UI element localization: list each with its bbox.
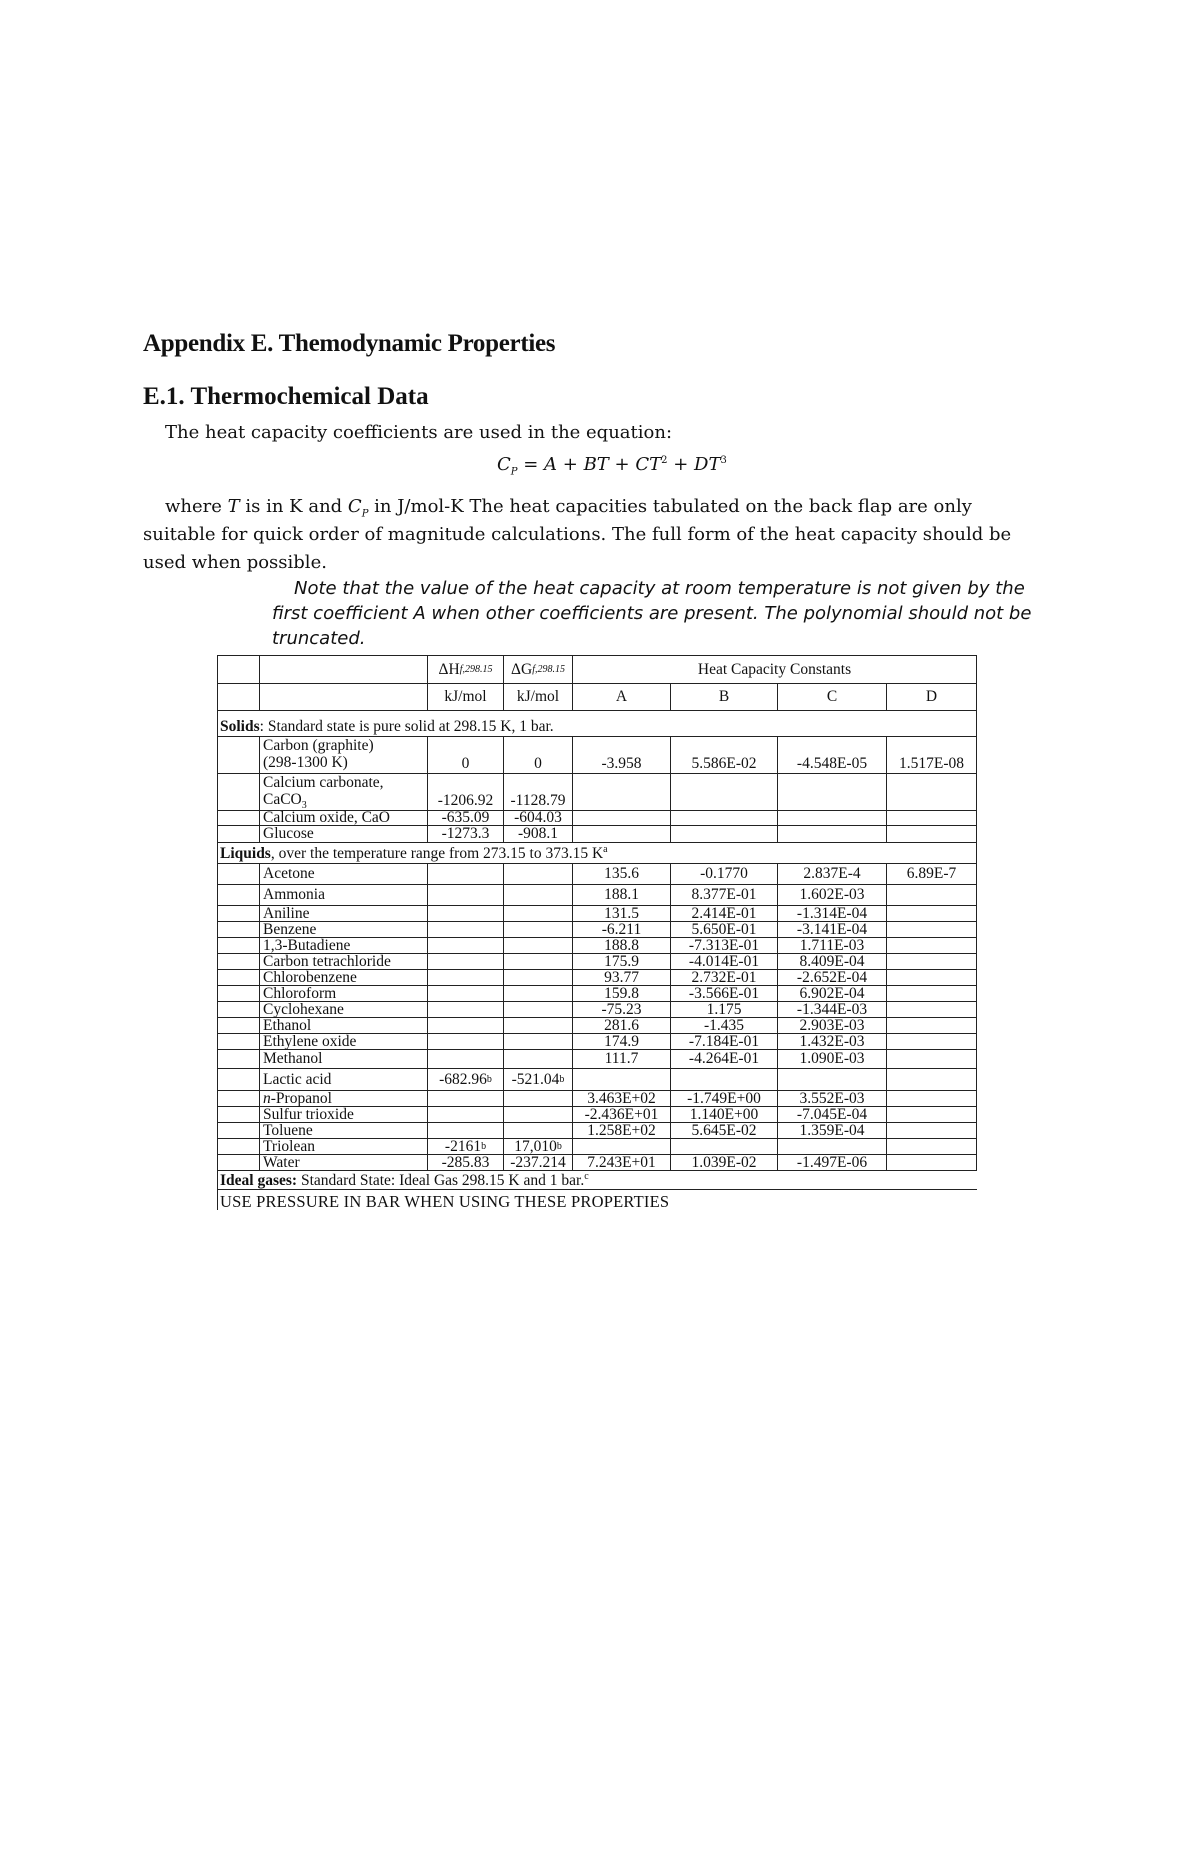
- value-dh: [428, 885, 504, 905]
- value-dh: -1206.92: [428, 774, 504, 810]
- compound-name: Calcium carbonate, CaCO$_3$: [260, 774, 428, 810]
- value-dg: -521.04 b: [504, 1069, 573, 1090]
- value-d: [887, 1034, 977, 1049]
- value-d: [887, 1139, 977, 1154]
- value-d: [887, 1002, 977, 1017]
- header-a: A: [573, 684, 671, 710]
- value-dh: [428, 1050, 504, 1068]
- value-b: -7.184E-01: [671, 1034, 778, 1049]
- value-c: -4.548E-05: [778, 737, 887, 773]
- value-b: 1.175: [671, 1002, 778, 1017]
- value-b: 5.650E-01: [671, 922, 778, 937]
- units-paragraph: where T is in K and $C_P$ in J/mol-K The heat capacities tabulated on the back flap are only suitable for quick order of magnitude calculations. The full form of the heat capacity should be used when possible.: [143, 496, 1012, 573]
- liquid-row: [217, 954, 977, 970]
- value-dh: [428, 938, 504, 953]
- section-heading: E.1. Thermochemical Data: [143, 383, 429, 410]
- value-c: -1.344E-03: [778, 1002, 887, 1017]
- value-d: [887, 1107, 977, 1122]
- value-d: [887, 986, 977, 1001]
- value-dg: [504, 938, 573, 953]
- value-a: [573, 774, 671, 810]
- blank-cell: [217, 737, 260, 773]
- header-blank-cell: [260, 684, 428, 710]
- value-a: -3.958: [573, 737, 671, 773]
- blank-cell: [217, 970, 260, 985]
- value-dg: [504, 906, 573, 921]
- header-blank-cell: [217, 684, 260, 710]
- compound-name: Ethanol: [260, 1018, 428, 1033]
- value-dh: [428, 1018, 504, 1033]
- value-d: [887, 1091, 977, 1106]
- value-d: [887, 1155, 977, 1170]
- value-a: 93.77: [573, 970, 671, 985]
- liquid-row: [217, 1069, 977, 1091]
- value-dh: [428, 1034, 504, 1049]
- value-c: 1.602E-03: [778, 885, 887, 905]
- value-d: [887, 1050, 977, 1068]
- value-a: 159.8: [573, 986, 671, 1001]
- value-dh: [428, 954, 504, 969]
- value-b: 8.377E-01: [671, 885, 778, 905]
- value-c: 2.903E-03: [778, 1018, 887, 1033]
- value-a: -75.23: [573, 1002, 671, 1017]
- value-b: -7.313E-01: [671, 938, 778, 953]
- value-c: 1.090E-03: [778, 1050, 887, 1068]
- table-left-border: [217, 655, 218, 1210]
- value-c: 1.432E-03: [778, 1034, 887, 1049]
- header-row-2: [217, 683, 977, 711]
- value-c: 6.902E-04: [778, 986, 887, 1001]
- value-b: 2.414E-01: [671, 906, 778, 921]
- intro-text: The heat capacity coefficients are used in the equation:: [165, 422, 673, 443]
- compound-name: Carbon (graphite) (298-1300 K): [260, 737, 428, 773]
- value-a: 175.9: [573, 954, 671, 969]
- thermochemical-table: [217, 655, 977, 1210]
- value-dh: [428, 1091, 504, 1106]
- compound-name: Toluene: [260, 1123, 428, 1138]
- value-c: -1.497E-06: [778, 1155, 887, 1170]
- liquid-row: [217, 1139, 977, 1155]
- value-a: [573, 826, 671, 842]
- value-a: 135.6: [573, 864, 671, 884]
- value-dh: [428, 906, 504, 921]
- blank-cell: [217, 922, 260, 937]
- value-b: -0.1770: [671, 864, 778, 884]
- liquid-row: [217, 986, 977, 1002]
- value-b: [671, 774, 778, 810]
- value-a: 131.5: [573, 906, 671, 921]
- value-c: -1.314E-04: [778, 906, 887, 921]
- value-c: 8.409E-04: [778, 954, 887, 969]
- blank-cell: [217, 906, 260, 921]
- liquids-section-row: Liquids, over the temperature range from 273.15 to 373.15 $K^a$: [217, 843, 977, 864]
- value-dg: [504, 1034, 573, 1049]
- header-d: D: [887, 684, 977, 710]
- value-dg: -908.1: [504, 826, 573, 842]
- value-dh: -2161 b: [428, 1139, 504, 1154]
- value-dg: 0: [504, 737, 573, 773]
- value-dh: [428, 986, 504, 1001]
- compound-name: Sulfur trioxide: [260, 1107, 428, 1122]
- blank-cell: [217, 986, 260, 1001]
- value-b: 1.140E+00: [671, 1107, 778, 1122]
- value-a: -2.436E+01: [573, 1107, 671, 1122]
- compound-name: Triolean: [260, 1139, 428, 1154]
- value-b: -4.014E-01: [671, 954, 778, 969]
- liquid-row: [217, 1034, 977, 1050]
- value-c: 3.552E-03: [778, 1091, 887, 1106]
- value-dh: [428, 922, 504, 937]
- value-b: 5.645E-02: [671, 1123, 778, 1138]
- value-dh: [428, 1107, 504, 1122]
- header-heat-capacity-constants: Heat Capacity Constants: [573, 656, 977, 683]
- value-a: 3.463E+02: [573, 1091, 671, 1106]
- value-dg: [504, 970, 573, 985]
- value-c: -2.652E-04: [778, 970, 887, 985]
- value-dg: [504, 1123, 573, 1138]
- header-unit-dg: kJ/mol: [504, 684, 573, 710]
- solids-section-row: Solids: Standard state is pure solid at 298.15 K, 1 bar.: [217, 715, 977, 737]
- value-d: [887, 938, 977, 953]
- value-b: [671, 811, 778, 825]
- value-b: [671, 1069, 778, 1090]
- blank-cell: [217, 1050, 260, 1068]
- value-b: -1.749E+00: [671, 1091, 778, 1106]
- value-dg: [504, 1091, 573, 1106]
- value-d: [887, 811, 977, 825]
- blank-cell: [217, 774, 260, 810]
- blank-cell: [217, 885, 260, 905]
- value-dg: [504, 986, 573, 1001]
- value-b: -1.435: [671, 1018, 778, 1033]
- value-dh: -285.83: [428, 1155, 504, 1170]
- liquid-row: [217, 1050, 977, 1069]
- blank-cell: [217, 1069, 260, 1090]
- liquid-row: [217, 970, 977, 986]
- compound-name: Acetone: [260, 864, 428, 884]
- value-b: [671, 1139, 778, 1154]
- value-dh: 0: [428, 737, 504, 773]
- compound-name: Methanol: [260, 1050, 428, 1068]
- value-a: [573, 811, 671, 825]
- compound-name: Water: [260, 1155, 428, 1170]
- value-dg: -604.03: [504, 811, 573, 825]
- value-a: 188.8: [573, 938, 671, 953]
- liquid-row: [217, 1091, 977, 1107]
- liquid-row: [217, 1018, 977, 1034]
- blank-cell: [217, 938, 260, 953]
- value-d: [887, 1069, 977, 1090]
- value-d: [887, 826, 977, 842]
- blank-cell: [217, 864, 260, 884]
- blank-cell: [217, 1091, 260, 1106]
- value-a: [573, 1069, 671, 1090]
- compound-name: n -Propanol: [260, 1091, 428, 1106]
- value-c: [778, 811, 887, 825]
- value-a: 1.258E+02: [573, 1123, 671, 1138]
- value-dh: -635.09: [428, 811, 504, 825]
- pressure-footer-row: USE PRESSURE IN BAR WHEN USING THESE PROPERTIES: [220, 1192, 670, 1211]
- header-b: B: [671, 684, 778, 710]
- solid-row: [217, 737, 977, 774]
- liquid-row: [217, 885, 977, 906]
- value-dg: -237.214: [504, 1155, 573, 1170]
- value-c: [778, 826, 887, 842]
- blank-cell: [217, 954, 260, 969]
- value-dg: [504, 864, 573, 884]
- value-dh: -682.96 b: [428, 1069, 504, 1090]
- liquid-row: [217, 906, 977, 922]
- compound-name: Glucose: [260, 826, 428, 842]
- heat-capacity-equation: $C_P = A$ + BT + $CT^2 + DT^3$: [497, 454, 727, 478]
- header-unit-dh: kJ/mol: [428, 684, 504, 710]
- value-d: [887, 922, 977, 937]
- compound-name: Benzene: [260, 922, 428, 937]
- value-dh: [428, 864, 504, 884]
- value-b: -4.264E-01: [671, 1050, 778, 1068]
- value-dg: [504, 922, 573, 937]
- header-dh: ΔH f,298.15: [428, 656, 504, 683]
- value-d: [887, 906, 977, 921]
- header-row-1: [217, 655, 977, 683]
- value-dg: [504, 885, 573, 905]
- value-b: 2.732E-01: [671, 970, 778, 985]
- header-blank-cell: [260, 656, 428, 683]
- liquid-row: [217, 938, 977, 954]
- value-dh: [428, 1002, 504, 1017]
- value-dg: [504, 1050, 573, 1068]
- value-c: [778, 1069, 887, 1090]
- value-d: 6.89E-7: [887, 864, 977, 884]
- blank-cell: [217, 811, 260, 825]
- value-c: 2.837E-4: [778, 864, 887, 884]
- value-b: 1.039E-02: [671, 1155, 778, 1170]
- header-c: C: [778, 684, 887, 710]
- value-dg: [504, 1018, 573, 1033]
- value-dg: [504, 1002, 573, 1017]
- value-a: 7.243E+01: [573, 1155, 671, 1170]
- value-a: 174.9: [573, 1034, 671, 1049]
- value-a: -6.211: [573, 922, 671, 937]
- value-d: 1.517E-08: [887, 737, 977, 773]
- value-dg: 17,010 b: [504, 1139, 573, 1154]
- compound-name: Ethylene oxide: [260, 1034, 428, 1049]
- blank-cell: [217, 1018, 260, 1033]
- compound-name: Aniline: [260, 906, 428, 921]
- value-dg: [504, 1107, 573, 1122]
- appendix-heading: Appendix E. Themodynamic Properties: [143, 330, 556, 357]
- value-b: [671, 826, 778, 842]
- value-c: [778, 1139, 887, 1154]
- value-a: 111.7: [573, 1050, 671, 1068]
- solid-row: [217, 774, 977, 811]
- value-dh: [428, 1123, 504, 1138]
- value-b: 5.586E-02: [671, 737, 778, 773]
- blank-cell: [217, 826, 260, 842]
- compound-name: 1,3-Butadiene: [260, 938, 428, 953]
- liquid-row: [217, 1155, 977, 1171]
- solid-row: [217, 826, 977, 843]
- value-d: [887, 1018, 977, 1033]
- compound-name: Chlorobenzene: [260, 970, 428, 985]
- value-d: [887, 774, 977, 810]
- value-a: 188.1: [573, 885, 671, 905]
- compound-name: Chloroform: [260, 986, 428, 1001]
- blank-cell: [217, 1139, 260, 1154]
- compound-name: Calcium oxide, CaO: [260, 811, 428, 825]
- value-d: [887, 954, 977, 969]
- gases-section-row: Ideal gases: Standard State: Ideal Gas 298.15 K and 1 bar.$^c$: [217, 1171, 977, 1190]
- value-dg: [504, 954, 573, 969]
- compound-name: Cyclohexane: [260, 1002, 428, 1017]
- value-a: [573, 1139, 671, 1154]
- blank-cell: [217, 1002, 260, 1017]
- compound-name: Lactic acid: [260, 1069, 428, 1090]
- header-dg: ΔG f,298.15: [504, 656, 573, 683]
- value-dh: -1273.3: [428, 826, 504, 842]
- header-blank-cell: [217, 656, 260, 683]
- value-c: -3.141E-04: [778, 922, 887, 937]
- blank-cell: [217, 1123, 260, 1138]
- value-d: [887, 885, 977, 905]
- blank-cell: [217, 1155, 260, 1170]
- blank-cell: [217, 1107, 260, 1122]
- value-c: -7.045E-04: [778, 1107, 887, 1122]
- liquid-row: [217, 922, 977, 938]
- value-dg: -1128.79: [504, 774, 573, 810]
- note-text: Note that the value of the heat capacity at room temperature is not given by the first coefficient A when other coefficients are present. The polynomial should not be truncated.: [272, 578, 1032, 649]
- blank-cell: [217, 1034, 260, 1049]
- value-dh: [428, 970, 504, 985]
- value-a: 281.6: [573, 1018, 671, 1033]
- compound-name: Ammonia: [260, 885, 428, 905]
- compound-name: Carbon tetrachloride: [260, 954, 428, 969]
- value-d: [887, 970, 977, 985]
- liquid-row: [217, 1107, 977, 1123]
- value-c: 1.711E-03: [778, 938, 887, 953]
- liquid-row: [217, 1002, 977, 1018]
- value-c: [778, 774, 887, 810]
- value-b: -3.566E-01: [671, 986, 778, 1001]
- liquid-row: [217, 864, 977, 885]
- value-d: [887, 1123, 977, 1138]
- liquid-row: [217, 1123, 977, 1139]
- value-c: 1.359E-04: [778, 1123, 887, 1138]
- solid-row: [217, 811, 977, 826]
